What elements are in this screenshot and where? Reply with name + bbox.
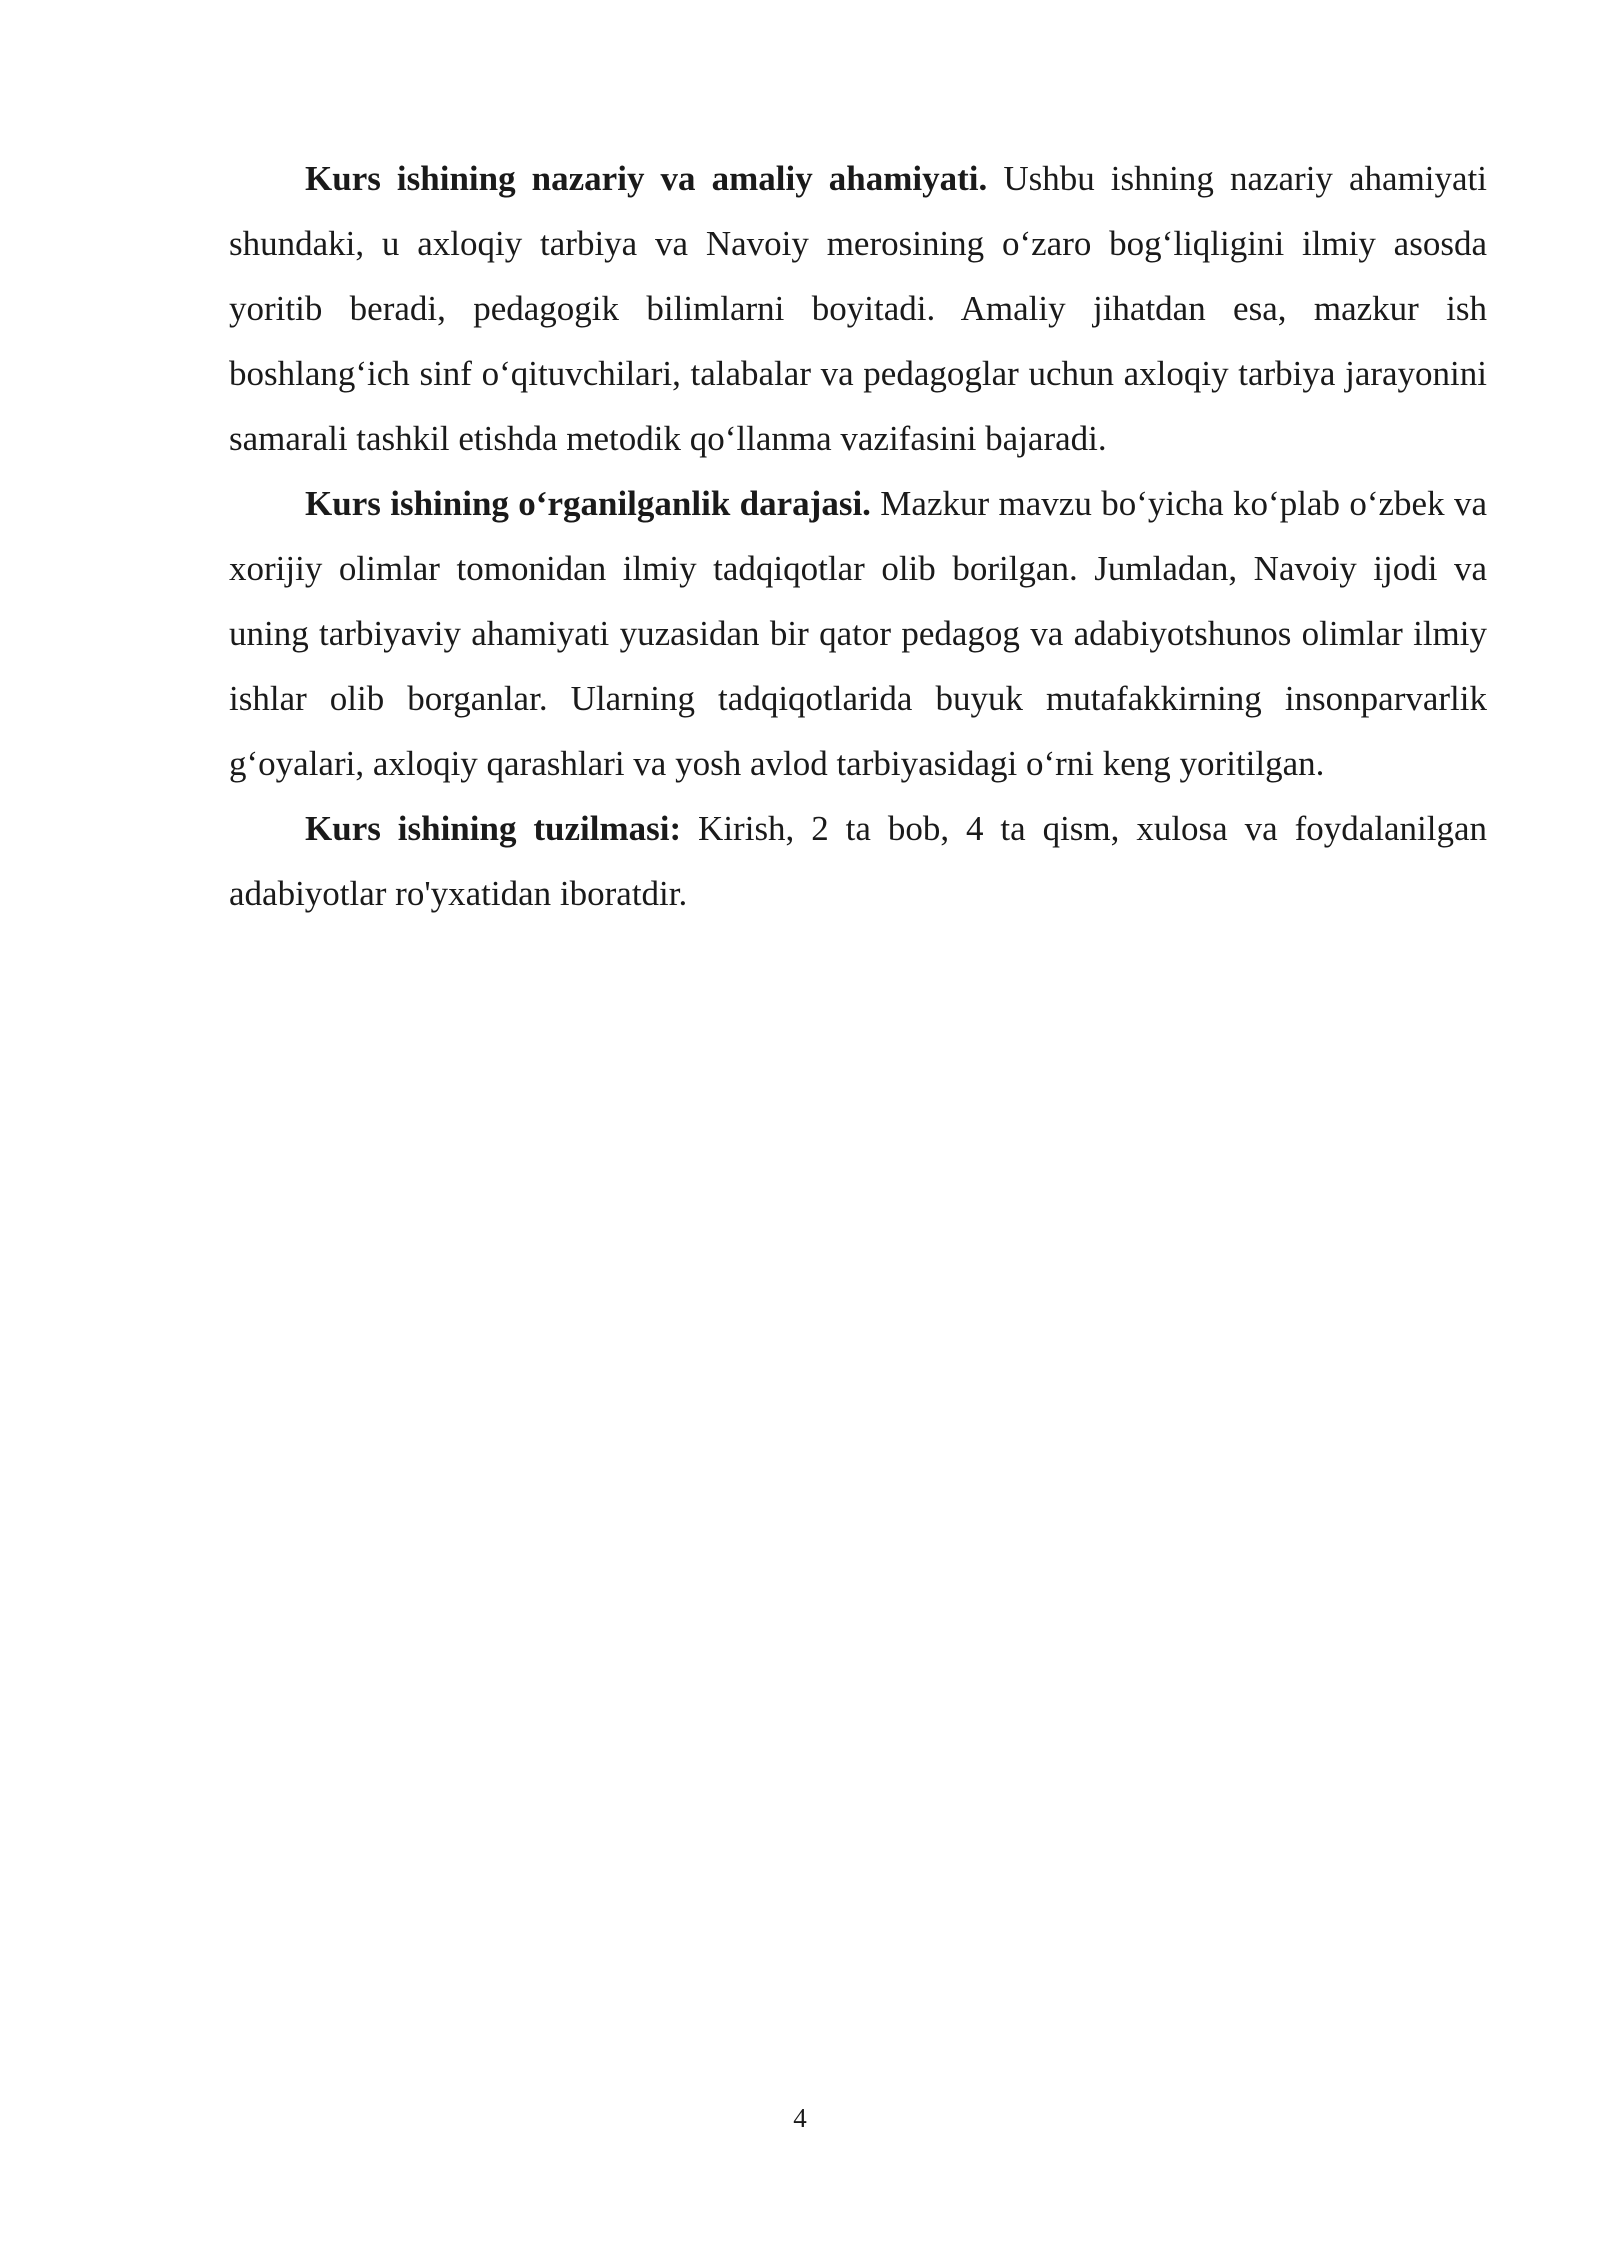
paragraph-heading: Kurs ishining nazariy va amaliy ahamiyati. (305, 159, 988, 198)
paragraph-text: Kirish, 2 ta bob, 4 ta qism, xulosa va foydalanilgan adabiyotlar ro'yxatidan iboratdir. (229, 809, 1488, 913)
page-content (229, 146, 1487, 926)
paragraph-text: Ushbu ishning nazariy ahamiyati shundaki, u axloqiy tarbiya va Navoiy merosining o‘zaro bog‘liqligini ilmiy asosda yoritib beradi, pedagogik bilimlarni boyitadi. Amaliy jihatdan esa, mazkur ish boshlang‘ich sinf o‘qituvchilari, talabalar va pedagoglar uchun axloqiy tarbiya jarayonini samarali tashkil etishda metodik qo‘llanma vazifasini bajaradi. (229, 159, 1487, 458)
paragraph-heading: Kurs ishining o‘rganilganlik darajasi. (305, 484, 871, 523)
paragraph-significance (229, 146, 1487, 471)
paragraph-structure (229, 796, 1487, 926)
page-number: 4 (793, 2103, 807, 2133)
paragraph-research-level (229, 471, 1487, 796)
paragraph-text: Mazkur mavzu bo‘yicha ko‘plab o‘zbek va xorijiy olimlar tomonidan ilmiy tadqiqotlar olib borilgan. Jumladan, Navoiy ijodi va uning tarbiyaviy ahamiyati yuzasidan bir qator pedagog va adabiyotshunos olimlar ilmiy ishlar olib borganlar. Ularning tadqiqotlarida buyuk mutafakkirning insonparvarlik g‘oyalari, axloqiy qarashlari va yosh avlod tarbiyasidagi o‘rni keng yoritilgan. (229, 484, 1487, 783)
paragraph-heading: Kurs ishining tuzilmasi: (305, 809, 682, 848)
